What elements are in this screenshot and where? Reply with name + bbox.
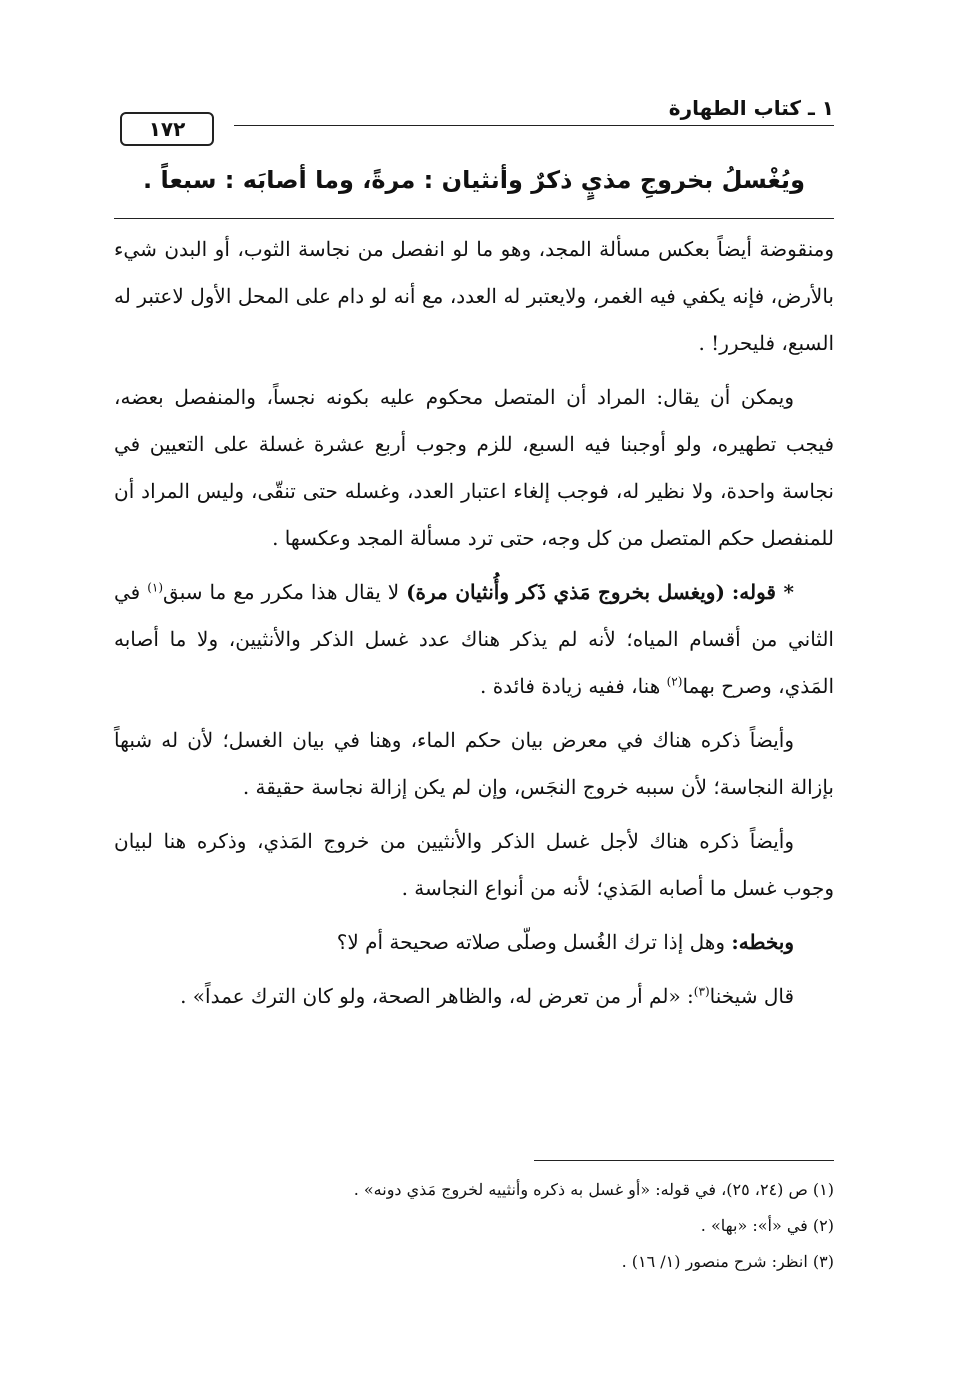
footnote-1: (١) ص (٢٤، ٢٥)، في قوله: «أو غسل به ذكره وأنثييه لخروج مَذي دونه» . [353,1180,834,1199]
header-rule [234,125,834,126]
footnote-ref-2[interactable]: (٢) [666,674,683,689]
qawluhu-text-b: في الثاني من أقسام المياه؛ لأنه لم يذكر هناك عدد غسل الذكر والأنثيين، ولا ما أصابه المَذي، وصرح بهما [114,580,834,698]
running-title: ١ ـ كتاب الطهارة [668,96,834,120]
qala-text: : «لم أر من تعرض له، والظاهر الصحة، ولو كان الترك عمداً» . [180,984,694,1008]
bikhattihi-text: وهل إذا ترك الغُسل وصلّى صلاته صحيحة أم لا؟ [336,930,725,954]
qawluhu-lead: * قوله: [731,580,794,604]
footnotes [114,1172,834,1280]
paragraph-2: ويمكن أن يقال: المراد أن المتصل محكوم عليه بكونه نجساً، والمنفصل بعضه، فيجب تطهيره، ولو أوجبنا فيه السبع، للزم وجوب أربع عشرة غسلة على التعيين في نجاسة واحدة، ولا نظير له، فوجب إلغاء اعتبار العدد، وغسله حتى تنقّى، وليس المراد أن للمنفصل حكم المتصل من كل وجه، حتى ترد مسألة المجد وعكسها . [114,385,834,550]
matn-heading: ويُغْسلُ بخروجِ مذيٍ ذكرٌ وأنثيان : مرةً، وما أصابَه : سبعاً . [143,166,805,194]
paragraph-3: وأيضاً ذكره هناك في معرض بيان حكم الماء، وهنا في بيان الغسل؛ لأن له شبهاً بإزالة النجاسة؛ لأن سببه خروج النجَس، وإن لم يكن إزالة نجاسة حقيقة . [114,728,834,799]
running-header [114,96,834,126]
commentary-body [114,226,834,1027]
paragraph-1: ومنقوضة أيضاً بعكس مسألة المجد، وهو ما لو انفصل من نجاسة الثوب، أو البدن شيء بالأرض، فإنه يكفي فيه الغمر، ولايعتبر له العدد، مع أنه لو دام على المحل الأول لاعتبر له السبع، فليحرر! . [114,237,834,355]
footnote-3: (٣) انظر: شرح منصور (١/ ١٦) . [621,1252,834,1271]
qawluhu-quote: (ويغسل بخروج مَذي ذَكر وأُنثيان مرة) [406,580,725,604]
footnote-ref-3[interactable]: (٣) [693,984,710,999]
footnote-2: (٢) في «أ»: «بها» . [700,1216,834,1235]
qala-lead: قال شيخنا [709,984,794,1008]
footnote-ref-1[interactable]: (١) [147,580,164,595]
qawluhu-text-c: هنا، ففيه زيادة فائدة . [479,674,661,698]
paragraph-4: وأيضاً ذكره هناك لأجل غسل الذكر والأنثيين من خروج المَذي، وذكره هنا لبيان وجوب غسل ما أصابه المَذي؛ لأنه من أنواع النجاسة . [114,829,834,900]
qawluhu-paragraph [114,569,834,710]
footnote-rule [534,1160,834,1161]
qawluhu-text-a: لا يقال هذا مكرر مع ما سبق [163,580,400,604]
page-number: ١٧٢ [120,112,214,146]
bikhattihi-label: وبخطه: [731,930,794,954]
matn-rule [114,218,834,219]
bikhattihi-paragraph [114,919,834,966]
qala-paragraph [114,973,834,1020]
